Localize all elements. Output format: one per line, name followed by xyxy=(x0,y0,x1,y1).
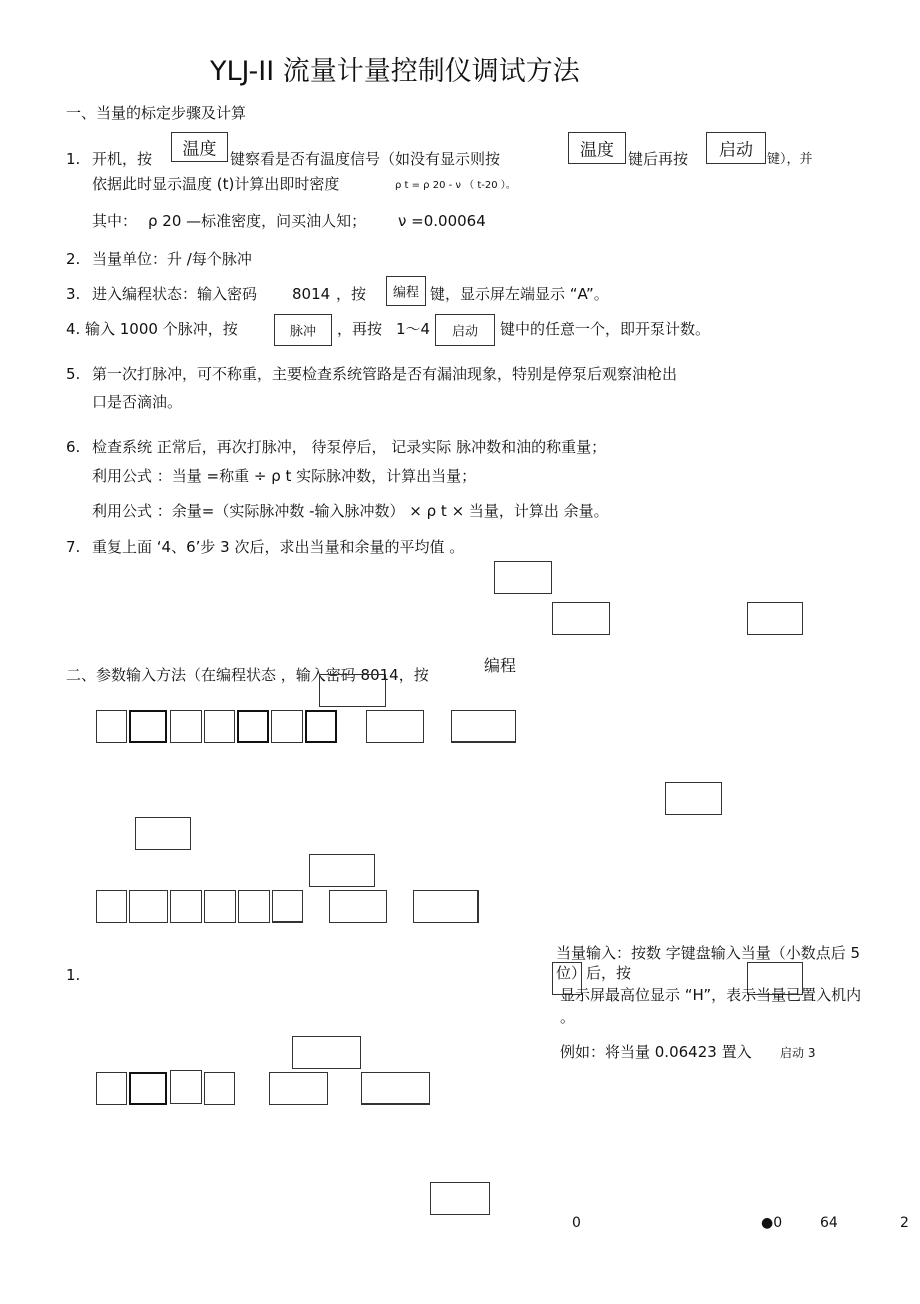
empty-key-box xyxy=(129,710,167,743)
step6-line3: 利用公式 ：余量=（实际脉冲数 -输入脉冲数） × ρ t × 当量，计算出 余量。 xyxy=(92,502,609,520)
empty-key-box xyxy=(361,1072,430,1105)
empty-key-box xyxy=(552,602,610,635)
temp-key-box xyxy=(171,132,228,162)
empty-key-box xyxy=(413,890,479,923)
program-key-label: 编程 xyxy=(392,285,419,301)
empty-key-box xyxy=(204,890,236,923)
empty-key-box xyxy=(129,1072,167,1105)
empty-key-box xyxy=(238,890,270,923)
subsection1-line3: 显示屏最高位显示 “H”，表示当量已置入机内 xyxy=(560,986,862,1004)
empty-key-box xyxy=(272,890,303,923)
empty-key-box xyxy=(319,674,386,707)
step5-number: 5. xyxy=(66,365,81,383)
step3-code: 8014 xyxy=(292,285,331,303)
step1-line2: 依据此时显示温度 (t)计算出即时密度 xyxy=(92,175,340,193)
step4-text-b: ，再按 xyxy=(337,320,383,338)
empty-key-box xyxy=(170,710,202,743)
step7-number: 7. xyxy=(66,538,81,556)
empty-key-box xyxy=(665,782,722,815)
empty-key-box xyxy=(292,1036,361,1069)
step4-range: 1～4 xyxy=(396,320,431,338)
step5-line2: 口是否滴油。 xyxy=(92,393,183,411)
pulse-key-box xyxy=(274,314,332,346)
subsection1-line2: 位）后，按 xyxy=(556,964,632,982)
empty-key-box xyxy=(135,817,191,850)
empty-key-box xyxy=(204,710,235,743)
empty-key-box xyxy=(309,854,375,887)
step6-number: 6. xyxy=(66,438,81,456)
footer-value-a: 0 xyxy=(572,1215,581,1231)
subsection1-line1: 当量输入：按数 字键盘输入当量（小数点后 5 xyxy=(556,944,861,962)
empty-key-box xyxy=(96,890,127,923)
empty-key-box xyxy=(170,1070,202,1104)
empty-key-box xyxy=(204,1072,235,1105)
empty-key-box xyxy=(237,710,269,743)
empty-key-box xyxy=(271,710,303,743)
step1-text-c: 键后再按 xyxy=(628,150,689,168)
pulse-key-label: 脉冲 xyxy=(289,324,316,340)
step5-line1: 第一次打脉冲，可不称重，主要检查系统管路是否有漏油现象，特别是停泵后观察油枪出 xyxy=(92,365,678,383)
temp-key-box-2 xyxy=(568,132,626,164)
step1-line3-a: 其中： xyxy=(92,212,138,230)
step6-line2: 利用公式 ：当量 =称重 ÷ ρ t 实际脉冲数，计算出当量； xyxy=(92,467,477,485)
empty-key-box xyxy=(494,561,552,594)
empty-key-box xyxy=(430,1182,490,1215)
step2-text: 当量单位：升 /每个脉冲 xyxy=(92,250,252,268)
footer-value-d: 2 xyxy=(900,1215,909,1231)
step2-number: 2. xyxy=(66,250,81,268)
step1-text-a: 开机，按 xyxy=(92,150,153,168)
step4-number: 4. xyxy=(66,320,81,338)
step1-line3-c: ν =0.00064 xyxy=(398,212,486,230)
section1-heading: 一、当量的标定步骤及计算 xyxy=(66,104,247,122)
empty-key-box xyxy=(451,710,516,743)
program-key-caption: 编程 xyxy=(484,656,517,675)
step6-line1: 检查系统 正常后，再次打脉冲， 待泵停后， 记录实际 脉冲数和油的称重量； xyxy=(92,438,607,456)
step3-text-b: ，按 xyxy=(336,285,367,303)
step3-number: 3. xyxy=(66,285,81,303)
empty-key-box xyxy=(96,710,127,743)
subsection1-line4: 。 xyxy=(560,1008,576,1026)
step3-text-c: 键，显示屏左端显示 “A”。 xyxy=(430,285,609,303)
empty-key-box xyxy=(129,890,168,923)
empty-key-box xyxy=(747,602,803,635)
step1-text-b: 键察看是否有温度信号（如没有显示则按 xyxy=(230,150,501,168)
step7-text: 重复上面 ‘4、6’步 3 次后，求出当量和余量的平均值 。 xyxy=(92,538,465,556)
density-formula: ρ t = ρ 20 - ν （ t-20 ）。 xyxy=(395,180,516,191)
start-key-box-2 xyxy=(435,314,495,346)
footer-value-c: 64 xyxy=(820,1215,838,1231)
subsection1-example: 例如：将当量 0.06423 置入 xyxy=(560,1043,752,1061)
start-key-label-2: 启动 xyxy=(451,324,478,340)
step4-text-a: 输入 1000 个脉冲，按 xyxy=(85,320,238,338)
step1-number: 1. xyxy=(66,150,81,168)
empty-key-box xyxy=(305,710,337,743)
empty-key-box xyxy=(366,710,424,743)
page-title: YLJ-II 流量计量控制仪调试方法 xyxy=(210,56,580,87)
empty-key-box xyxy=(170,890,202,923)
start-key-box xyxy=(706,132,766,164)
program-key-box xyxy=(386,276,426,306)
empty-key-box xyxy=(96,1072,127,1105)
subsection1-number: 1. xyxy=(66,966,81,984)
step1-text-d: 键），并 xyxy=(767,152,813,167)
temp-key-label: 温度 xyxy=(182,139,217,160)
step3-text-a: 进入编程状态：输入密码 xyxy=(92,285,258,303)
subsection1-example-key: 启动 3 xyxy=(780,1046,816,1060)
empty-key-box xyxy=(269,1072,328,1105)
start-key-label: 启动 xyxy=(719,140,753,161)
section2-heading: 二、参数输入方法（在编程状态 ，输入密码 8014，按 xyxy=(66,666,429,684)
footer-value-b: ●0 xyxy=(761,1215,783,1231)
temp-key-label-2: 温度 xyxy=(580,140,614,161)
empty-key-box xyxy=(329,890,387,923)
step1-line3-b: ρ 20 —标准密度，问买油人知； xyxy=(148,212,367,230)
step4-text-c: 键中的任意一个，即开泵计数。 xyxy=(500,320,711,338)
